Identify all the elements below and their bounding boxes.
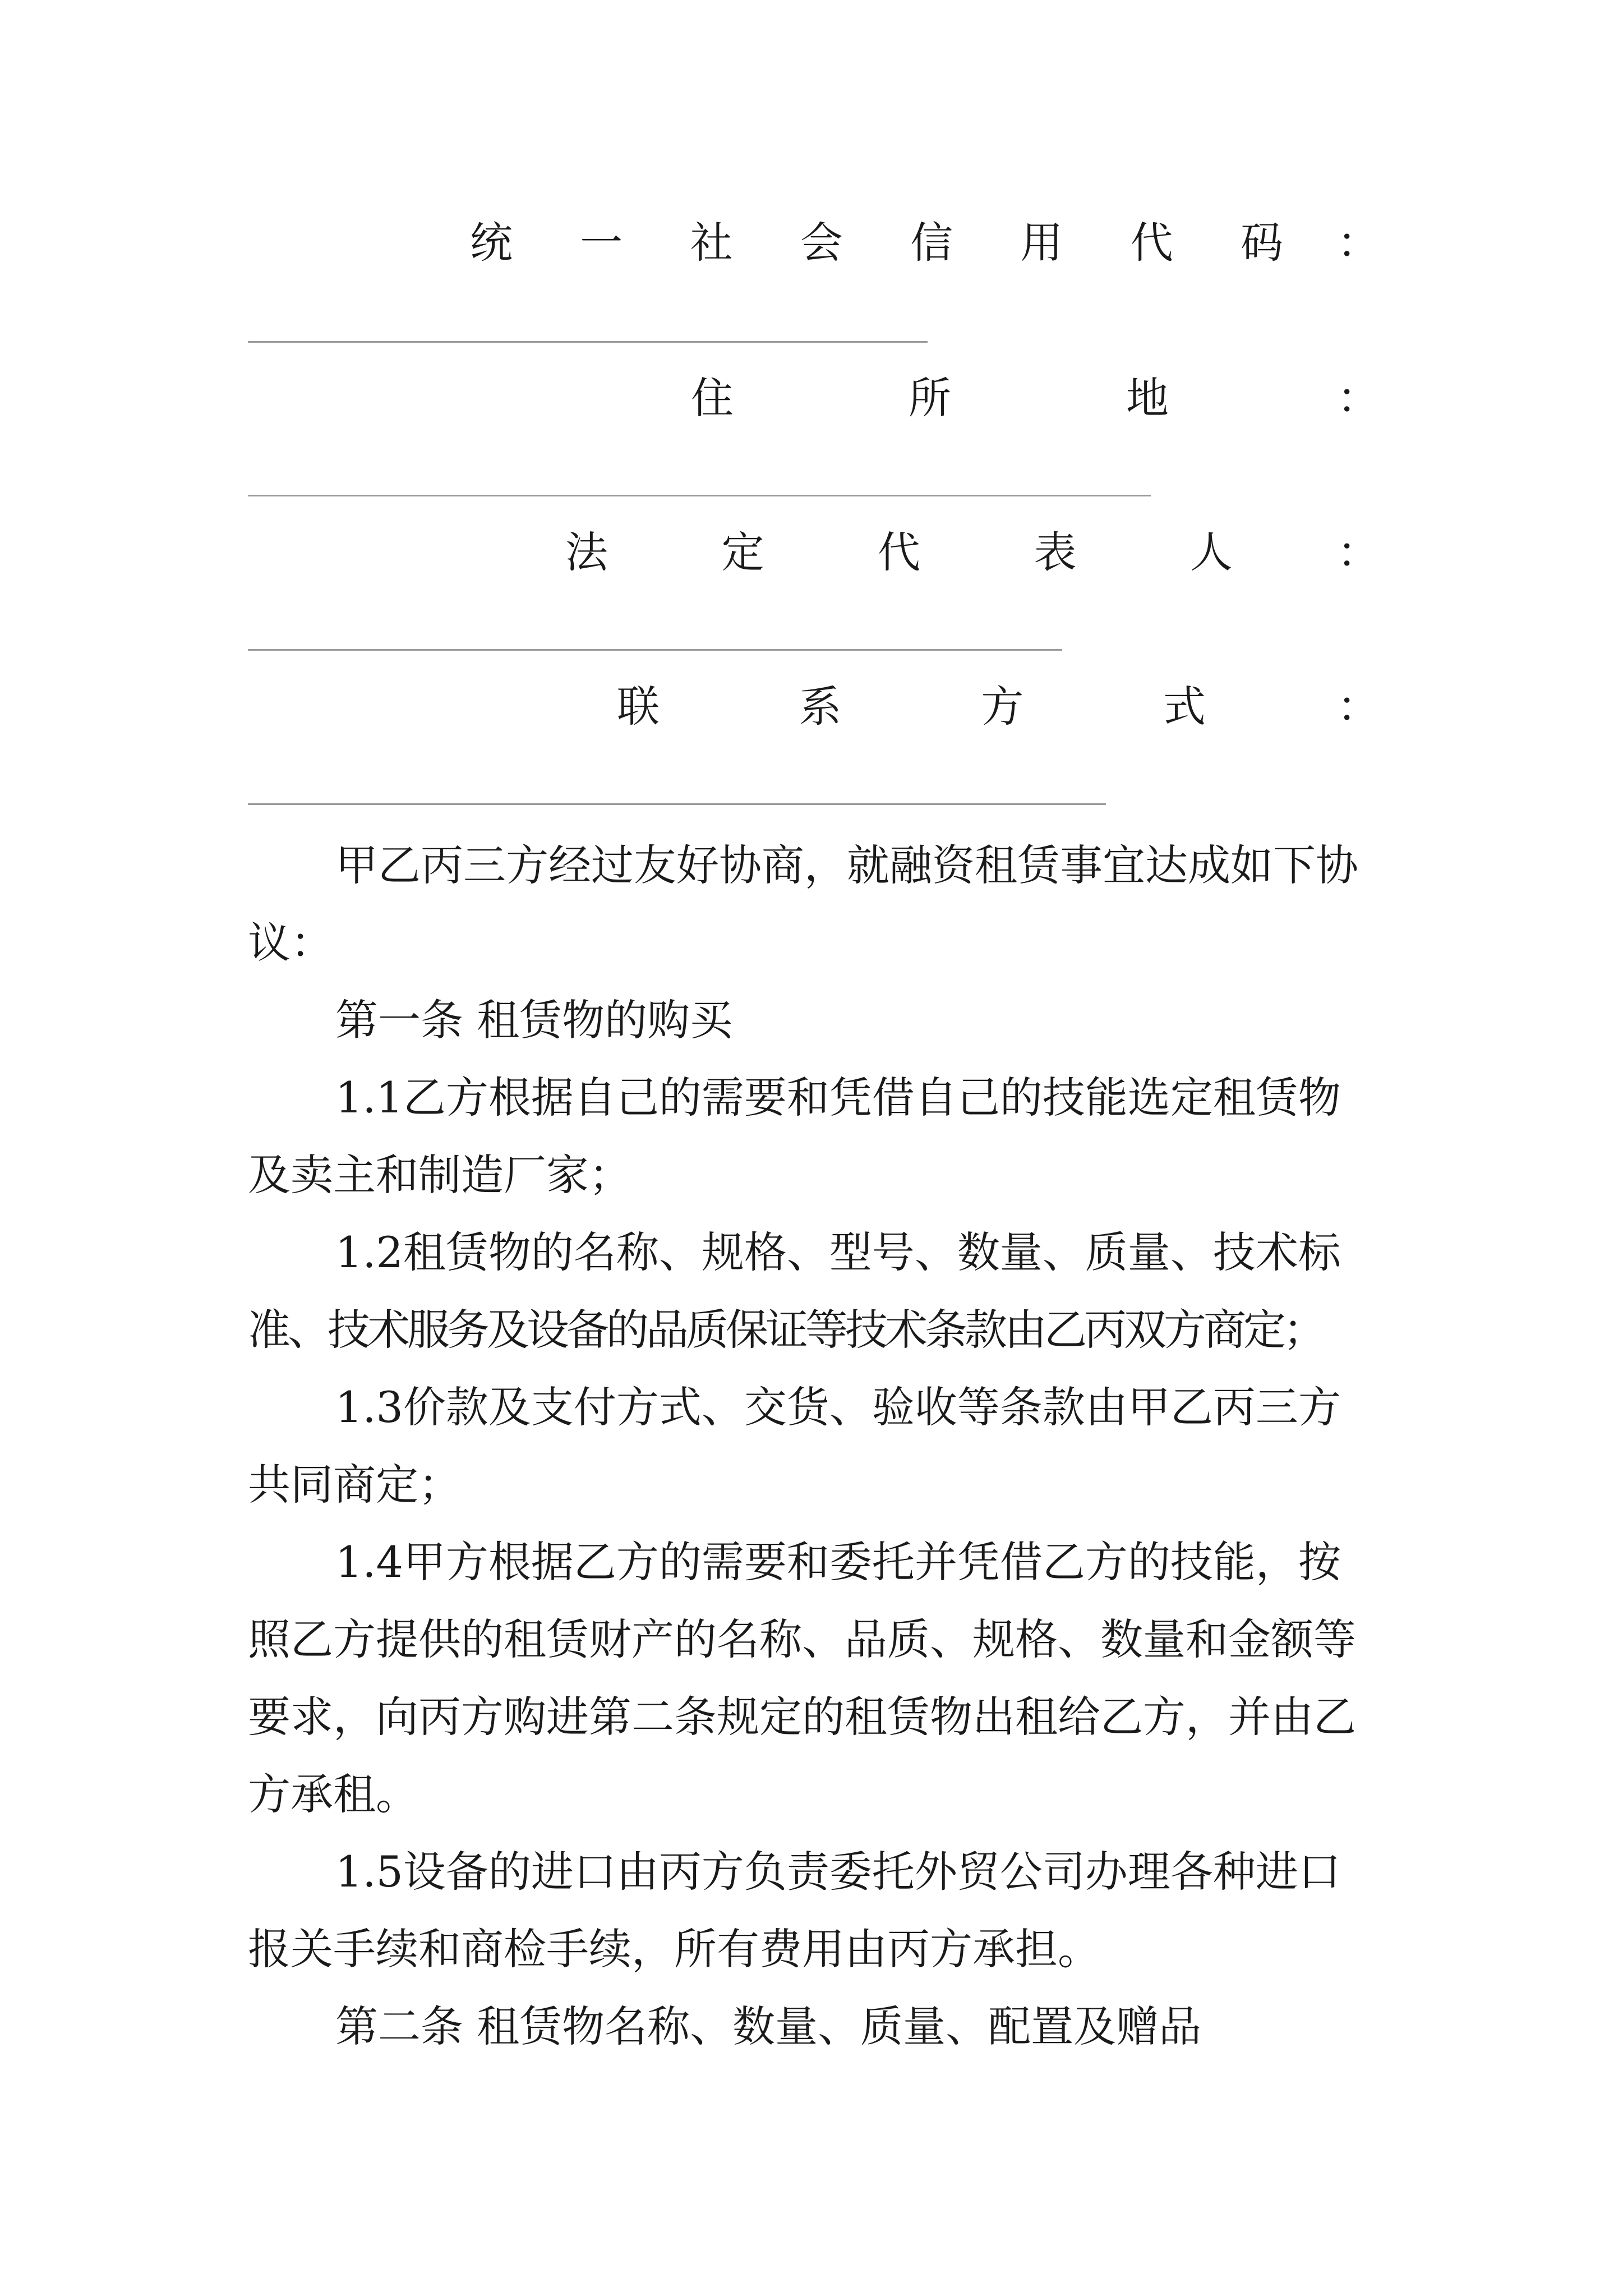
underline-address: [248, 495, 1151, 496]
clause-1-3: 1.3价款及支付方式、交货、验收等条款由甲乙丙三方 共同商定；: [248, 1382, 1341, 1510]
article-2-title: 第二条 租赁物名称、数量、质量、配置及赠品: [335, 2001, 1202, 2051]
underline-contact: [248, 803, 1106, 805]
colon: ：: [1337, 527, 1380, 577]
colon: ：: [1337, 218, 1380, 268]
field-label-contact: 联 系 方 式: [617, 682, 1206, 731]
colon: ：: [1337, 682, 1380, 731]
clause-1-4: 1.4甲方根据乙方的需要和委托并凭借乙方的技能，按 照乙方提供的租赁财产的名称、品质、规格、数量和金额等 要求，向丙方购进第二条规定的租赁物出租给乙方，并由乙 方承租。: [248, 1537, 1356, 1819]
clause-1-1: 1.1乙方根据自己的需要和凭借自己的技能选定租赁物 及卖主和制造厂家；: [248, 1073, 1341, 1200]
field-label-address: 住 所 地: [691, 373, 1169, 423]
clause-1-2: 1.2租赁物的名称、规格、型号、数量、质量、技术标 准、技术服务及设备的品质保证等技术条款由乙丙双方商定；: [248, 1227, 1341, 1355]
article-1-title: 第一条 租赁物的购买: [335, 995, 733, 1045]
intro-paragraph: 甲乙丙三方经过友好协商，就融资租赁事宜达成如下协 议：: [248, 840, 1358, 968]
underline-credit-code: [248, 341, 928, 343]
body-text: [248, 827, 1392, 2065]
field-label-credit-code: 统 一 社 会 信 用 代 码: [470, 218, 1283, 268]
underline-legal-rep: [248, 649, 1062, 651]
clause-1-5: 1.5设备的进口由丙方负责委托外贸公司办理各种进口 报关手续和商检手续，所有费用由丙方承担。: [248, 1847, 1341, 1974]
colon: ：: [1337, 373, 1380, 423]
field-label-legal-rep: 法 定 代 表 人: [565, 527, 1233, 577]
